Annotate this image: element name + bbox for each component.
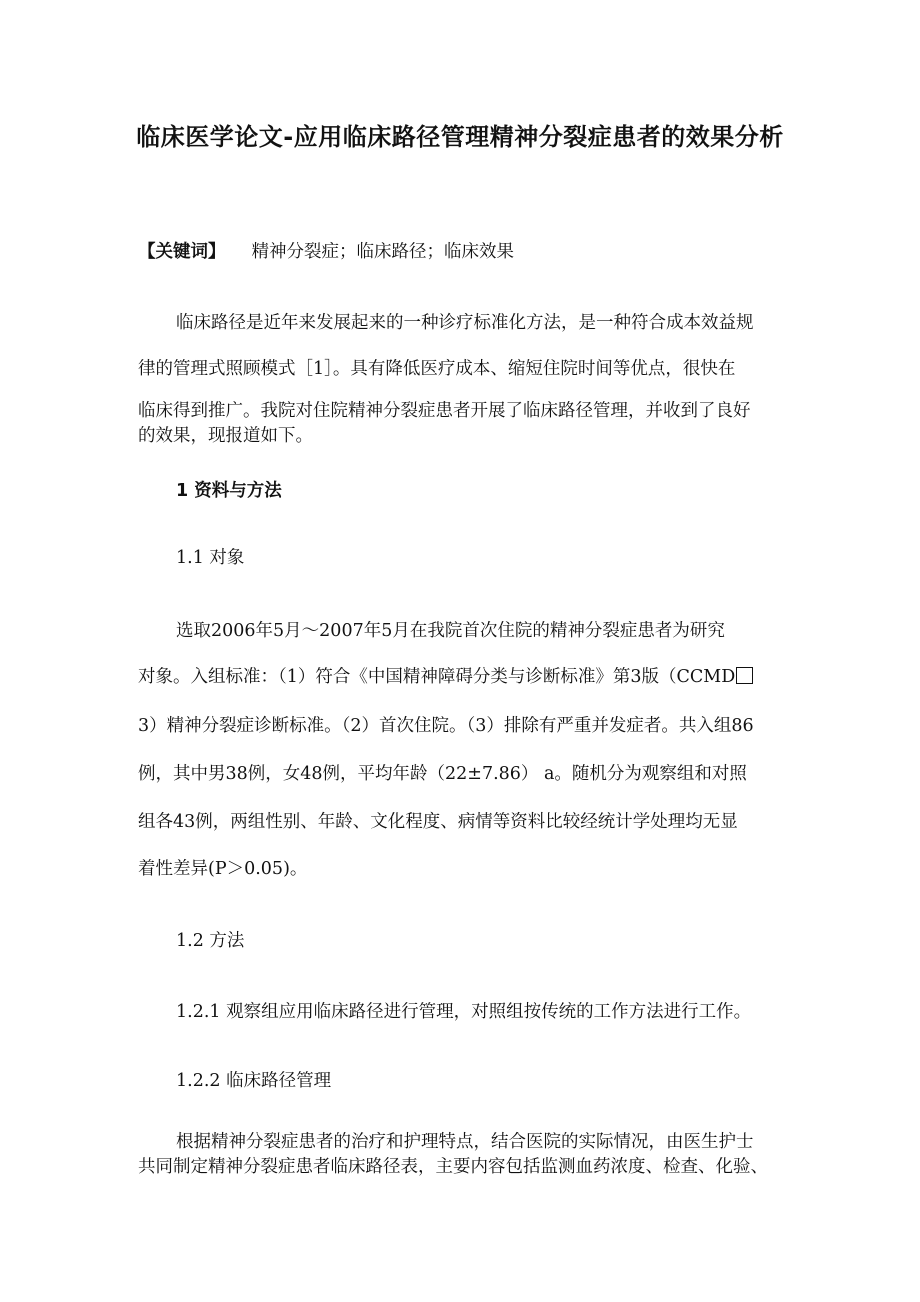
object-line-5: 组各43例，两组性别、年龄、文化程度、病情等资料比较经统计学处理均无显 [138, 812, 738, 832]
section-heading-1: 1 资料与方法 [176, 481, 282, 501]
subsection-heading-1-2-2: 1.2.2 临床路径管理 [176, 1071, 332, 1091]
intro-line-1: 临床路径是近年来发展起来的一种诊疗标准化方法，是一种符合成本效益规 [176, 313, 754, 333]
object-line-1: 选取2006年5月～2007年5月在我院首次住院的精神分裂症患者为研究 [176, 621, 725, 641]
missing-glyph-box [736, 667, 753, 684]
pathway-line-1: 根据精神分裂症患者的治疗和护理特点，结合医院的实际情况，由医生护士 [176, 1132, 754, 1152]
object-line-6: 着性差异(P＞0.05)。 [138, 859, 308, 879]
keywords-label: 【关键词】 [138, 242, 226, 262]
page-title: 临床医学论文-应用临床路径管理精神分裂症患者的效果分析 [136, 123, 784, 151]
object-line-2-text: 对象。入组标准：（1）符合《中国精神障碍分类与诊断标准》第3版（CCMD [138, 667, 736, 687]
subsection-heading-1-1: 1.1 对象 [176, 548, 245, 568]
keywords-line [138, 240, 514, 264]
object-line-3: 3）精神分裂症诊断标准。（2）首次住院。（3）排除有严重并发症者。共入组86 [138, 716, 754, 736]
object-line-4: 例，其中男38例，女48例，平均年龄（22±7.86） a。随机分为观察组和对照 [138, 764, 747, 784]
intro-line-2: 律的管理式照顾模式［1］。具有降低医疗成本、缩短住院时间等优点，很快在 [138, 359, 736, 379]
object-line-2 [138, 665, 753, 689]
keywords-text: 精神分裂症；临床路径；临床效果 [251, 242, 514, 262]
subsection-heading-1-2: 1.2 方法 [176, 931, 245, 951]
intro-line-3: 临床得到推广。我院对住院精神分裂症患者开展了临床路径管理，并收到了良好 [138, 401, 751, 421]
method-line-1-2-1: 1.2.1 观察组应用临床路径进行管理，对照组按传统的工作方法进行工作。 [176, 1002, 752, 1022]
pathway-line-2: 共同制定精神分裂症患者临床路径表，主要内容包括监测血药浓度、检查、化验、 [138, 1157, 768, 1177]
intro-line-4: 的效果，现报道如下。 [138, 426, 313, 446]
